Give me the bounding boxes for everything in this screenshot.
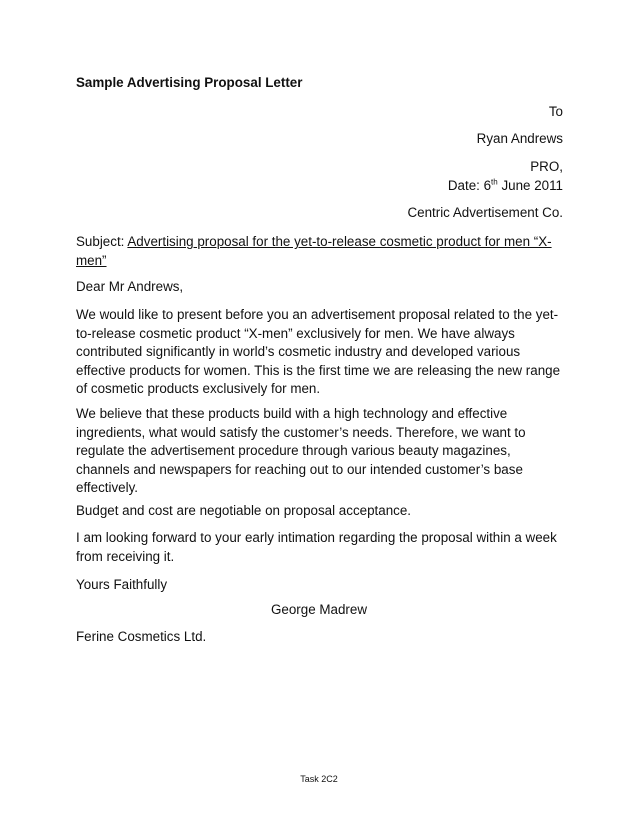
sender-company: Ferine Cosmetics Ltd. (76, 629, 207, 644)
letter-title: Sample Advertising Proposal Letter (76, 75, 303, 90)
date-prefix: Date: 6 (447, 178, 492, 193)
body-paragraph-2: We believe that these products build with a high technology and effective ingredients, what would satisfy the customer’s needs. Therefore, we want to regulate the advertisement procedure through various beauty magazines, channels and newspapers for reaching out to our intended customer’s base effectively. (76, 406, 526, 495)
page-footer-label: Task 2C2 (300, 774, 338, 784)
body-paragraph-1: We would like to present before you an advertisement proposal related to the yet-to-release cosmetic product “X-men” exclusively for men. We have always contributed significantly in world’s cosmetic industry and developed various effective products for women. This is the first time we are releasing the new range of cosmetic products exclusively for men. (76, 307, 561, 396)
signer-name: George Madrew (271, 602, 368, 617)
closing: Yours Faithfully (76, 577, 168, 592)
recipient-name: Ryan Andrews (476, 131, 563, 146)
body-paragraph-4: I am looking forward to your early intimation regarding the proposal within a week from receiving it. (76, 530, 557, 564)
body-paragraph-3: Budget and cost are negotiable on proposal acceptance. (76, 503, 412, 518)
subject-text: Advertising proposal for the yet-to-release cosmetic product for men “X-men” (76, 234, 552, 268)
recipient-company: Centric Advertisement Co. (407, 205, 563, 220)
to-label: To (548, 104, 563, 119)
letter-date (448, 178, 563, 193)
salutation: Dear Mr Andrews, (76, 279, 184, 294)
subject-label: Subject: (76, 234, 128, 249)
date-ordinal-suffix: th (491, 177, 498, 187)
subject-line (76, 233, 566, 270)
recipient-designation: PRO, (530, 159, 563, 174)
date-rest: June 2011 (497, 178, 563, 193)
